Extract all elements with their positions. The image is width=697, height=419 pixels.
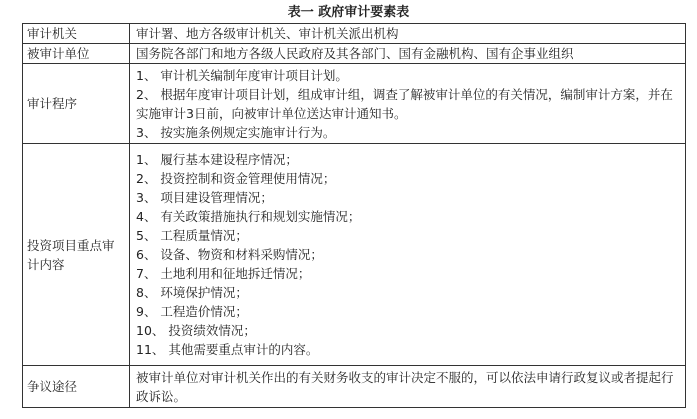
row-value-audit-procedure bbox=[130, 64, 686, 144]
list-item: 6、 设备、物资和材料采购情况； bbox=[136, 247, 323, 262]
list-item: 3、 按实施条例规定实施审计行为。 bbox=[136, 124, 336, 140]
audit-elements-table bbox=[22, 23, 686, 408]
row-value-dispute-resolution: 被审计单位对审计机关作出的有关财务收支的审计决定不服的，可以依法申请行政复议或者提起行政诉讼。 bbox=[130, 366, 686, 408]
list-item: 9、 工程造价情况； bbox=[136, 304, 248, 319]
row-key-audited-entity: 被审计单位 bbox=[23, 44, 130, 64]
row-value-audited-entity: 国务院各部门和地方各级人民政府及其各部门、国有金融机构、国有企事业组织 bbox=[130, 44, 686, 64]
row-key-key-audit-content: 投资项目重点审计内容 bbox=[23, 144, 130, 366]
list-item: 5、 工程质量情况； bbox=[136, 228, 248, 243]
list-item: 4、 有关政策措施执行和规划实施情况； bbox=[136, 209, 361, 224]
table-row bbox=[23, 366, 686, 408]
row-key-audit-authority: 审计机关 bbox=[23, 24, 130, 44]
list-item: 1、 审计机关编制年度审计项目计划。 bbox=[136, 67, 348, 83]
list-item: 11、 其他需要重点审计的内容。 bbox=[136, 342, 319, 357]
table-row bbox=[23, 44, 686, 64]
row-key-audit-procedure: 审计程序 bbox=[23, 64, 130, 144]
list-item: 3、 项目建设管理情况； bbox=[136, 190, 273, 205]
content-list bbox=[136, 150, 681, 359]
procedure-list bbox=[136, 66, 681, 142]
list-item: 7、 土地利用和征地拆迁情况； bbox=[136, 266, 311, 281]
table-title: 表一 政府审计要素表 bbox=[287, 5, 410, 20]
row-value-key-audit-content bbox=[130, 144, 686, 366]
row-key-dispute-resolution: 争议途径 bbox=[23, 366, 130, 408]
table-row bbox=[23, 64, 686, 144]
table-row bbox=[23, 144, 686, 366]
row-value-audit-authority: 审计署、地方各级审计机关、审计机关派出机构 bbox=[130, 24, 686, 44]
list-item: 10、 投资绩效情况； bbox=[136, 323, 256, 338]
list-item: 1、 履行基本建设程序情况； bbox=[136, 152, 298, 167]
list-item: 8、 环境保护情况； bbox=[136, 285, 248, 300]
list-item: 2、 投资控制和资金管理使用情况； bbox=[136, 171, 336, 186]
table-row bbox=[23, 24, 686, 44]
list-item: 2、 根据年度审计项目计划，组成审计组，调查了解被审计单位的有关情况，编制审计方案，并在实施审计3日前，向被审计单位送达审计通知书。 bbox=[136, 86, 673, 121]
